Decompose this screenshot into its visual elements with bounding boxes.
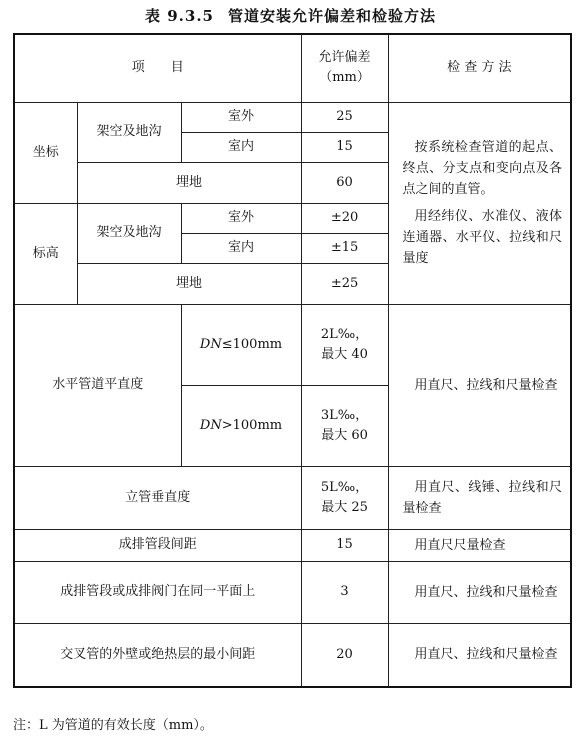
- flatness-small-dn: DN: [199, 336, 222, 352]
- elev-buried-value: ±25: [301, 263, 388, 304]
- coord-outdoor: 室外: [181, 102, 301, 132]
- cross-method-text: 用直尺、拉线和尺量检查: [414, 647, 558, 663]
- verticality-formula: 5L‰，: [320, 479, 369, 495]
- elev-overhead: 架空及地沟: [77, 203, 181, 263]
- flatness-method-text: 用直尺、拉线和尺量检查: [414, 377, 558, 393]
- verticality-value: [301, 466, 388, 529]
- cross-method: [388, 623, 571, 687]
- table-note: 注：L 为管道的有效长度（mm）。: [13, 718, 213, 733]
- flatness-large-range: >100mm: [221, 417, 283, 433]
- flatness-large-value: [301, 385, 388, 466]
- elev-label: 标高: [14, 203, 77, 304]
- plane-label: 成排管段或成排阀门在同一平面上: [14, 561, 301, 623]
- coord-buried: 埋地: [77, 162, 301, 203]
- plane-method: [388, 561, 571, 623]
- plane-value: 3: [301, 561, 388, 623]
- verticality-method-text: 用直尺、线锤、拉线和尺量检查: [402, 479, 563, 516]
- coord-elev-method-2: 用经纬仪、水准仪、液体连通器、水平仪、拉线和尺量度: [402, 209, 563, 266]
- table-title: [0, 4, 581, 28]
- plane-method-text: 用直尺、拉线和尺量检查: [414, 584, 558, 600]
- header-row: [14, 34, 571, 102]
- table-row: [14, 102, 571, 132]
- verticality-method: [388, 466, 571, 529]
- table-row: [14, 561, 571, 623]
- elev-buried: 埋地: [77, 263, 301, 304]
- header-deviation-unit: （mm）: [319, 70, 370, 86]
- coord-elev-method: [388, 102, 571, 304]
- header-deviation: [301, 34, 388, 102]
- table-caption: 管道安装允许偏差和检验方法: [227, 7, 436, 25]
- coord-outdoor-value: 25: [301, 102, 388, 132]
- table-number: 表 9.3.5: [145, 7, 214, 25]
- coord-elev-method-1: 按系统检查管道的起点、终点、分支点和变向点及各点之间的直管。: [402, 140, 563, 197]
- header-method: 检 查 方 法: [388, 34, 571, 102]
- elev-indoor: 室内: [181, 233, 301, 263]
- flatness-small-cond: [181, 304, 301, 385]
- tolerance-table: [13, 33, 572, 688]
- spacing-value: 15: [301, 529, 388, 561]
- flatness-small-max: 最大 40: [321, 346, 368, 362]
- table-row: [14, 529, 571, 561]
- spacing-method-text: 用直尺尺量检查: [414, 537, 506, 553]
- cross-value: 20: [301, 623, 388, 687]
- flatness-large-cond: [181, 385, 301, 466]
- elev-indoor-value: ±15: [301, 233, 388, 263]
- flatness-small-range: ≤100mm: [221, 336, 283, 352]
- header-item: 项 目: [14, 34, 301, 102]
- flatness-small-formula: 2L‰，: [320, 326, 369, 342]
- flatness-label: 水平管道平直度: [14, 304, 181, 466]
- coord-label: 坐标: [14, 102, 77, 203]
- elev-outdoor: 室外: [181, 203, 301, 233]
- flatness-method: [388, 304, 571, 466]
- flatness-large-max: 最大 60: [321, 427, 368, 443]
- flatness-large-formula: 3L‰，: [320, 407, 369, 423]
- coord-indoor: 室内: [181, 132, 301, 162]
- flatness-small-value: [301, 304, 388, 385]
- coord-indoor-value: 15: [301, 132, 388, 162]
- cross-label: 交叉管的外壁或绝热层的最小间距: [14, 623, 301, 687]
- elev-outdoor-value: ±20: [301, 203, 388, 233]
- table-row: [14, 304, 571, 385]
- table-row: [14, 623, 571, 687]
- coord-buried-value: 60: [301, 162, 388, 203]
- spacing-method: [388, 529, 571, 561]
- table-row: [14, 466, 571, 529]
- verticality-label: 立管垂直度: [14, 466, 301, 529]
- verticality-max: 最大 25: [321, 499, 368, 515]
- spacing-label: 成排管段间距: [14, 529, 301, 561]
- coord-overhead: 架空及地沟: [77, 102, 181, 162]
- header-deviation-label: 允许偏差: [318, 50, 371, 66]
- flatness-large-dn: DN: [199, 417, 222, 433]
